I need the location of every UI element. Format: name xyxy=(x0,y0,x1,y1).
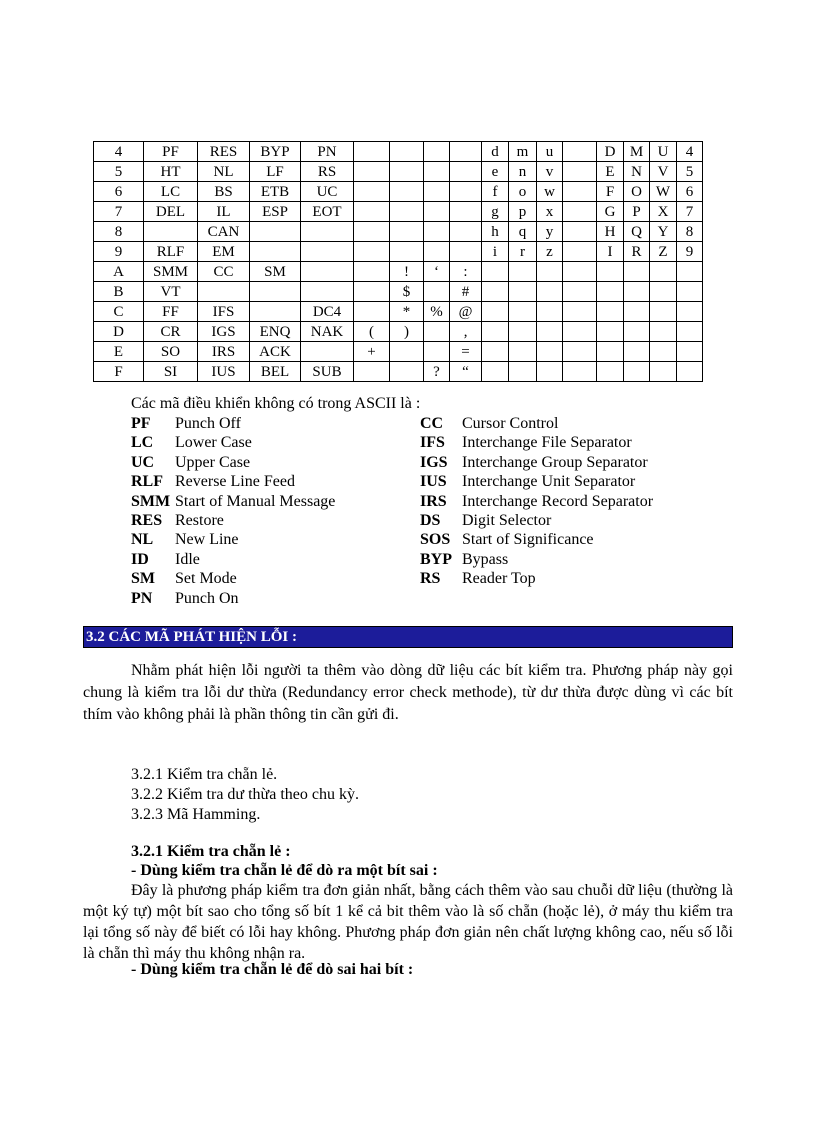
table-cell xyxy=(301,262,354,282)
table-cell xyxy=(450,222,482,242)
abbreviation-item xyxy=(420,414,653,433)
table-cell: ? xyxy=(424,362,450,382)
table-cell xyxy=(563,162,597,182)
table-cell: BEL xyxy=(250,362,301,382)
table-cell xyxy=(482,282,509,302)
table-cell: LF xyxy=(250,162,301,182)
table-cell xyxy=(424,242,450,262)
abbreviation-item xyxy=(131,492,335,511)
table-cell: EM xyxy=(198,242,250,262)
abbreviation-meaning: New Line xyxy=(175,531,239,549)
table-cell: z xyxy=(537,242,563,262)
table-cell xyxy=(390,182,424,202)
table-cell: ( xyxy=(354,322,390,342)
table-cell: IUS xyxy=(198,362,250,382)
table-cell: N xyxy=(624,162,650,182)
table-cell xyxy=(650,342,677,362)
abbreviation-code: SM xyxy=(131,570,155,588)
abbreviation-meaning: Interchange Unit Separator xyxy=(462,473,636,491)
table-cell xyxy=(482,362,509,382)
table-cell: CC xyxy=(198,262,250,282)
table-cell xyxy=(677,342,703,362)
table-cell xyxy=(563,142,597,162)
table-cell xyxy=(301,342,354,362)
table-cell xyxy=(354,202,390,222)
table-cell: SM xyxy=(250,262,301,282)
table-cell: G xyxy=(597,202,624,222)
table-cell: EOT xyxy=(301,202,354,222)
table-cell: d xyxy=(482,142,509,162)
table-cell: 6 xyxy=(677,182,703,202)
table-cell xyxy=(624,322,650,342)
table-cell: i xyxy=(482,242,509,262)
table-cell: IL xyxy=(198,202,250,222)
table-cell xyxy=(482,302,509,322)
abbreviation-code: CC xyxy=(420,415,444,432)
table-row xyxy=(94,302,703,322)
table-cell: DC4 xyxy=(301,302,354,322)
list-item: 3.2.1 Kiểm tra chẵn lẻ. xyxy=(131,766,278,783)
table-cell xyxy=(624,362,650,382)
table-cell xyxy=(424,222,450,242)
abbreviation-item xyxy=(420,453,653,472)
table-row xyxy=(94,242,703,262)
abbreviation-meaning: Restore xyxy=(175,511,224,529)
table-cell: X xyxy=(650,202,677,222)
table-cell: V xyxy=(650,162,677,182)
table-cell: RS xyxy=(301,162,354,182)
table-cell xyxy=(677,362,703,382)
table-cell: R xyxy=(624,242,650,262)
abbreviation-code: UC xyxy=(131,453,155,471)
abbreviation-meaning: Start of Significance xyxy=(462,531,594,549)
sub-subsection-heading-2: - Dùng kiểm tra chẵn lẻ để dò sai hai bít : xyxy=(131,961,414,978)
table-cell: C xyxy=(94,302,144,322)
table-cell xyxy=(563,182,597,202)
abbreviation-code: BYP xyxy=(420,550,452,568)
table-cell: 9 xyxy=(677,242,703,262)
table-cell: HT xyxy=(144,162,198,182)
abbreviation-item xyxy=(131,511,335,530)
table-cell xyxy=(563,262,597,282)
table-cell xyxy=(537,282,563,302)
table-cell xyxy=(354,142,390,162)
table-cell: CAN xyxy=(198,222,250,242)
table-cell: r xyxy=(509,242,537,262)
abbreviation-code: PN xyxy=(131,589,153,607)
table-cell xyxy=(509,302,537,322)
sub-subsection-heading-1: - Dùng kiểm tra chẵn lẻ để dò ra một bít sai : xyxy=(131,862,438,879)
table-cell: B xyxy=(94,282,144,302)
table-cell xyxy=(677,302,703,322)
table-cell: o xyxy=(509,182,537,202)
table-cell xyxy=(301,282,354,302)
abbreviation-item xyxy=(131,472,335,491)
abbreviation-item xyxy=(420,569,653,588)
table-row xyxy=(94,322,703,342)
abbreviation-meaning: Start of Manual Message xyxy=(175,492,336,510)
table-cell: ETB xyxy=(250,182,301,202)
table-cell: e xyxy=(482,162,509,182)
table-cell: SMM xyxy=(144,262,198,282)
table-cell: F xyxy=(597,182,624,202)
table-cell: 4 xyxy=(94,142,144,162)
section-intro-paragraph: Nhằm phát hiện lỗi người ta thêm vào dòng dữ liệu các bít kiểm tra. Phương pháp này gọi chung là kiểm tra lỗi dư thừa (Redundancy error check methode), từ dư thừa được dùng vì các bít thím vào không phải là phần thông tin cần gửi đi. xyxy=(83,662,733,723)
abbreviation-item xyxy=(131,433,335,452)
table-cell xyxy=(450,162,482,182)
table-cell: p xyxy=(509,202,537,222)
table-cell xyxy=(450,182,482,202)
table-cell: ENQ xyxy=(250,322,301,342)
table-cell xyxy=(597,362,624,382)
table-cell xyxy=(250,302,301,322)
table-cell xyxy=(677,262,703,282)
table-row xyxy=(94,342,703,362)
table-cell xyxy=(624,262,650,282)
table-row xyxy=(94,182,703,202)
table-cell xyxy=(537,362,563,382)
table-cell xyxy=(537,322,563,342)
abbreviation-code: ID xyxy=(131,550,149,568)
table-cell: IRS xyxy=(198,342,250,362)
table-cell: Q xyxy=(624,222,650,242)
abbreviation-item xyxy=(420,550,653,569)
abbreviation-code: RS xyxy=(420,570,441,588)
abbreviation-meaning: Interchange File Separator xyxy=(462,434,632,452)
table-cell xyxy=(509,282,537,302)
table-cell: E xyxy=(94,342,144,362)
table-cell xyxy=(563,202,597,222)
table-cell: IGS xyxy=(198,322,250,342)
abbreviation-meaning: Interchange Group Separator xyxy=(462,453,648,471)
abbreviation-item xyxy=(131,550,335,569)
abbreviation-code: RES xyxy=(131,511,163,529)
table-cell: PF xyxy=(144,142,198,162)
abbreviation-meaning: Idle xyxy=(175,550,200,568)
abbreviation-item xyxy=(420,433,653,452)
table-cell: + xyxy=(354,342,390,362)
table-cell xyxy=(650,262,677,282)
table-cell: 8 xyxy=(94,222,144,242)
table-row xyxy=(94,362,703,382)
table-cell: W xyxy=(650,182,677,202)
table-cell xyxy=(650,282,677,302)
table-cell: I xyxy=(597,242,624,262)
abbreviation-meaning: Interchange Record Separator xyxy=(462,492,654,510)
table-cell xyxy=(354,262,390,282)
abbreviation-code: SOS xyxy=(420,531,451,549)
table-cell xyxy=(390,362,424,382)
abbreviation-meaning: Digit Selector xyxy=(462,511,552,529)
table-cell: f xyxy=(482,182,509,202)
table-cell xyxy=(563,342,597,362)
table-row xyxy=(94,202,703,222)
abbreviation-meaning: Punch On xyxy=(175,589,239,607)
table-cell: 5 xyxy=(94,162,144,182)
abbreviation-code: IRS xyxy=(420,492,447,510)
table-cell xyxy=(597,302,624,322)
table-cell: D xyxy=(94,322,144,342)
table-cell: RES xyxy=(198,142,250,162)
table-cell: O xyxy=(624,182,650,202)
table-cell: m xyxy=(509,142,537,162)
table-cell: w xyxy=(537,182,563,202)
abbreviation-meaning: Upper Case xyxy=(175,453,251,471)
abbreviations-intro: Các mã điều khiển không có trong ASCII là : xyxy=(131,395,421,412)
table-cell xyxy=(537,342,563,362)
table-cell: q xyxy=(509,222,537,242)
table-row xyxy=(94,222,703,242)
table-cell: FF xyxy=(144,302,198,322)
table-cell xyxy=(650,362,677,382)
table-cell: # xyxy=(450,282,482,302)
table-cell xyxy=(390,342,424,362)
table-cell: % xyxy=(424,302,450,322)
table-cell: 4 xyxy=(677,142,703,162)
table-cell xyxy=(597,342,624,362)
table-cell xyxy=(250,222,301,242)
table-cell: VT xyxy=(144,282,198,302)
table-cell: 6 xyxy=(94,182,144,202)
table-cell xyxy=(509,362,537,382)
table-cell: * xyxy=(390,302,424,322)
table-cell xyxy=(250,242,301,262)
table-cell xyxy=(144,222,198,242)
table-cell xyxy=(354,162,390,182)
code-table xyxy=(93,141,703,382)
abbreviation-code: IUS xyxy=(420,473,447,491)
table-cell xyxy=(624,282,650,302)
table-cell: $ xyxy=(390,282,424,302)
table-cell: SO xyxy=(144,342,198,362)
table-cell xyxy=(450,142,482,162)
table-cell xyxy=(301,242,354,262)
abbreviation-meaning: Cursor Control xyxy=(462,415,559,432)
abbreviation-item xyxy=(420,530,653,549)
table-cell xyxy=(424,162,450,182)
table-cell: 8 xyxy=(677,222,703,242)
table-cell xyxy=(301,222,354,242)
abbreviation-item xyxy=(131,414,335,433)
table-cell xyxy=(390,142,424,162)
abbreviation-item xyxy=(131,530,335,549)
table-cell: ) xyxy=(390,322,424,342)
table-cell: 5 xyxy=(677,162,703,182)
table-cell xyxy=(509,342,537,362)
table-cell xyxy=(354,302,390,322)
table-cell: @ xyxy=(450,302,482,322)
abbreviation-meaning: Lower Case xyxy=(175,434,252,452)
abbreviation-item xyxy=(420,492,653,511)
table-cell: ‚ xyxy=(450,322,482,342)
table-cell xyxy=(597,322,624,342)
table-cell xyxy=(563,302,597,322)
table-cell: NAK xyxy=(301,322,354,342)
table-cell xyxy=(482,342,509,362)
table-cell: “ xyxy=(450,362,482,382)
table-cell: A xyxy=(94,262,144,282)
table-cell xyxy=(250,282,301,302)
abbreviation-item xyxy=(420,472,653,491)
table-cell: BS xyxy=(198,182,250,202)
table-cell: x xyxy=(537,202,563,222)
abbreviation-code: NL xyxy=(131,531,154,549)
table-cell xyxy=(424,142,450,162)
abbreviation-code: DS xyxy=(420,511,441,529)
table-cell xyxy=(198,282,250,302)
table-cell: g xyxy=(482,202,509,222)
table-cell xyxy=(624,342,650,362)
abbreviation-meaning: Reverse Line Feed xyxy=(175,473,295,491)
table-row xyxy=(94,282,703,302)
table-cell xyxy=(563,362,597,382)
abbreviation-meaning: Punch Off xyxy=(175,415,241,432)
abbreviation-code: IGS xyxy=(420,453,448,471)
list-item: 3.2.2 Kiểm tra dư thừa theo chu kỳ. xyxy=(131,786,359,803)
table-cell: SI xyxy=(144,362,198,382)
table-cell: E xyxy=(597,162,624,182)
table-cell xyxy=(424,182,450,202)
table-cell xyxy=(354,222,390,242)
section-subsection-list xyxy=(131,765,359,825)
table-cell xyxy=(424,322,450,342)
table-cell: Y xyxy=(650,222,677,242)
table-cell: UC xyxy=(301,182,354,202)
table-cell xyxy=(563,242,597,262)
table-cell xyxy=(390,162,424,182)
abbreviation-code: RLF xyxy=(131,473,163,491)
table-cell xyxy=(563,222,597,242)
abbreviation-code: IFS xyxy=(420,434,445,452)
table-cell: = xyxy=(450,342,482,362)
table-cell xyxy=(677,322,703,342)
list-item: 3.2.3 Mã Hamming. xyxy=(131,806,261,823)
table-cell: U xyxy=(650,142,677,162)
subsection-heading: 3.2.1 Kiểm tra chẵn lẻ : xyxy=(131,843,291,860)
abbreviation-meaning: Reader Top xyxy=(462,570,536,588)
table-cell xyxy=(424,282,450,302)
parity-check-paragraph: Đây là phương pháp kiểm tra đơn giản nhất, bằng cách thêm vào sau chuỗi dữ liệu (thường là một ký tự) một bít sao cho tổng số bít 1 kể cả bit thêm vào là số chẵn (hoặc lẻ), ở máy thu kiểm tra lại tổng số này để biết có lỗi hay không. Phương pháp đơn giản nên chất lượng không cao, nếu số lỗi là chẵn thì máy thu không nhận ra. xyxy=(83,882,733,962)
abbreviations-left-column xyxy=(131,414,335,608)
code-table-body xyxy=(94,142,703,382)
table-cell xyxy=(597,282,624,302)
table-cell xyxy=(424,342,450,362)
abbreviation-item xyxy=(131,589,335,608)
table-cell: NL xyxy=(198,162,250,182)
table-cell: h xyxy=(482,222,509,242)
table-cell: Z xyxy=(650,242,677,262)
table-cell: M xyxy=(624,142,650,162)
table-row xyxy=(94,142,703,162)
table-cell: F xyxy=(94,362,144,382)
table-cell: v xyxy=(537,162,563,182)
table-cell: 9 xyxy=(94,242,144,262)
table-cell: n xyxy=(509,162,537,182)
table-cell xyxy=(390,242,424,262)
table-cell: ! xyxy=(390,262,424,282)
table-cell xyxy=(354,362,390,382)
table-cell: P xyxy=(624,202,650,222)
table-cell: PN xyxy=(301,142,354,162)
table-cell xyxy=(509,262,537,282)
table-cell xyxy=(563,322,597,342)
table-cell: DEL xyxy=(144,202,198,222)
table-cell xyxy=(390,202,424,222)
abbreviations-right-column xyxy=(420,414,653,589)
table-cell: H xyxy=(597,222,624,242)
table-cell xyxy=(482,262,509,282)
abbreviation-item xyxy=(420,511,653,530)
table-cell xyxy=(450,202,482,222)
table-cell xyxy=(563,282,597,302)
table-cell: : xyxy=(450,262,482,282)
table-cell xyxy=(354,282,390,302)
table-cell: SUB xyxy=(301,362,354,382)
abbreviation-meaning: Set Mode xyxy=(175,570,237,588)
abbreviation-code: PF xyxy=(131,415,151,432)
table-cell xyxy=(624,302,650,322)
table-cell: u xyxy=(537,142,563,162)
abbreviation-code: LC xyxy=(131,434,154,452)
table-cell xyxy=(537,262,563,282)
table-cell: 7 xyxy=(94,202,144,222)
table-cell xyxy=(354,242,390,262)
table-row xyxy=(94,262,703,282)
table-cell xyxy=(537,302,563,322)
table-cell: IFS xyxy=(198,302,250,322)
table-cell xyxy=(597,262,624,282)
abbreviation-item xyxy=(131,453,335,472)
table-cell xyxy=(354,182,390,202)
table-cell: D xyxy=(597,142,624,162)
table-cell xyxy=(509,322,537,342)
table-cell: LC xyxy=(144,182,198,202)
table-cell: ‘ xyxy=(424,262,450,282)
table-cell xyxy=(450,242,482,262)
table-cell: BYP xyxy=(250,142,301,162)
table-cell xyxy=(650,302,677,322)
table-cell: ESP xyxy=(250,202,301,222)
section-heading: 3.2 CÁC MÃ PHÁT HIỆN LỖI : xyxy=(83,626,733,648)
abbreviation-code: SMM xyxy=(131,492,171,510)
table-row xyxy=(94,162,703,182)
table-cell: y xyxy=(537,222,563,242)
table-cell: CR xyxy=(144,322,198,342)
abbreviation-item xyxy=(131,569,335,588)
abbreviation-meaning: Bypass xyxy=(462,550,509,568)
table-cell: ACK xyxy=(250,342,301,362)
table-cell xyxy=(390,222,424,242)
table-cell xyxy=(677,282,703,302)
table-cell xyxy=(424,202,450,222)
table-cell: 7 xyxy=(677,202,703,222)
table-cell xyxy=(650,322,677,342)
table-cell xyxy=(482,322,509,342)
table-cell: RLF xyxy=(144,242,198,262)
